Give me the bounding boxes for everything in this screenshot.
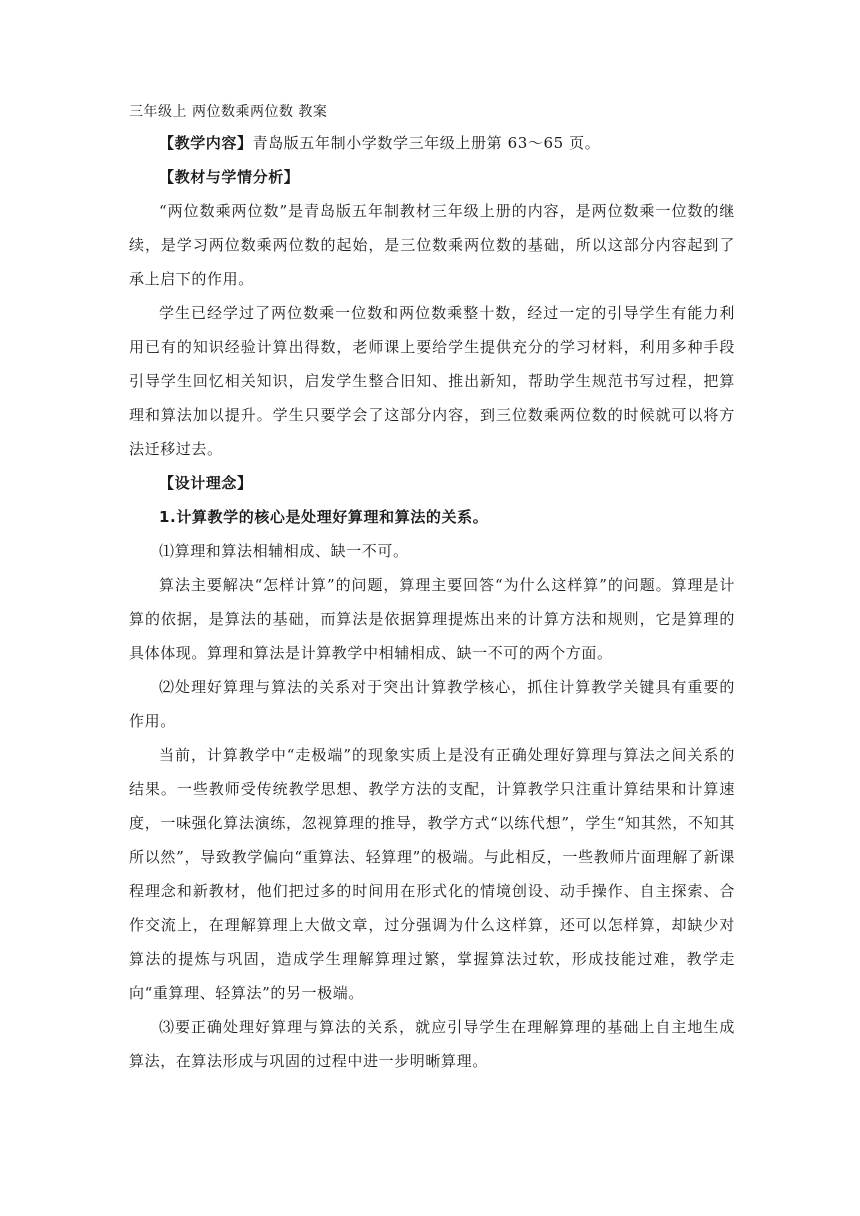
sub-point-2: ⑵处理好算理与算法的关系对于突出计算教学核心，抓住计算教学关键具有重要的作用。 [129,678,735,730]
sub-point-1: ⑴算理和算法相辅相成、缺一不可。 [159,542,409,560]
design-heading: 【设计理念】 [159,474,253,492]
analysis-heading: 【教材与学情分析】 [159,168,300,186]
document-title: 三年级上 两位数乘两位数 教案 [129,104,328,120]
document-content [129,102,735,1078]
analysis-paragraph-2: 学生已经学过了两位数乘一位数和两位数乘整十数，经过一定的引导学生有能力利用已有的知识经验计算出得数，老师课上要给学生提供充分的学习材料，利用多种手段引导学生回忆相关知识，启发学生整合旧知、推出新知，帮助学生规范书写过程，把算理和算法加以提升。学生只要学会了这部分内容，到三位数乘两位数的时候就可以将方法迁移过去。 [129,304,735,458]
teaching-content-paragraph [129,126,735,160]
sub-point-2-text: 当前，计算教学中“走极端”的现象实质上是没有正确处理好算理与算法之间关系的结果。一些教师受传统教学思想、教学方法的支配，计算教学只注重计算结果和计算速度，一味强化算法演练，忽视算理的推导，教学方式“以练代想”，学生“知其然，不知其所以然”，导致教学偏向“重算法、轻算理”的极端。与此相反，一些教师片面理解了新课程理念和新教材，他们把过多的时间用在形式化的情境创设、动手操作、自主探索、合作交流上，在理解算理上大做文章，过分强调为什么这样算，还可以怎样算，却缺少对算法的提炼与巩固，造成学生理解算理过繁，掌握算法过软，形成技能过难，教学走向“重算理、轻算法”的另一极端。 [129,746,735,1002]
sub-point-3: ⑶要正确处理好算理与算法的关系，就应引导学生在理解算理的基础上自主地生成算法，在算法形成与巩固的过程中进一步明晰算理。 [129,1018,735,1070]
teaching-content-label: 【教学内容】 [159,134,253,152]
sub-point-1-text: 算法主要解决“怎样计算”的问题，算理主要回答“为什么这样算”的问题。算理是计算的依据，是算法的基础，而算法是依据算理提炼出来的计算方法和规则，它是算理的具体体现。算理和算法是计算教学中相辅相成、缺一不可的两个方面。 [129,576,735,662]
teaching-content-text: 青岛版五年制小学数学三年级上册第 63～65 页。 [252,134,601,152]
design-point-1: 1.计算教学的核心是处理好算理和算法的关系。 [159,508,489,526]
analysis-paragraph-1: “两位数乘两位数”是青岛版五年制教材三年级上册的内容，是两位数乘一位数的继续，是学习两位数乘两位数的起始，是三位数乘两位数的基础，所以这部分内容起到了承上启下的作用。 [129,202,735,288]
